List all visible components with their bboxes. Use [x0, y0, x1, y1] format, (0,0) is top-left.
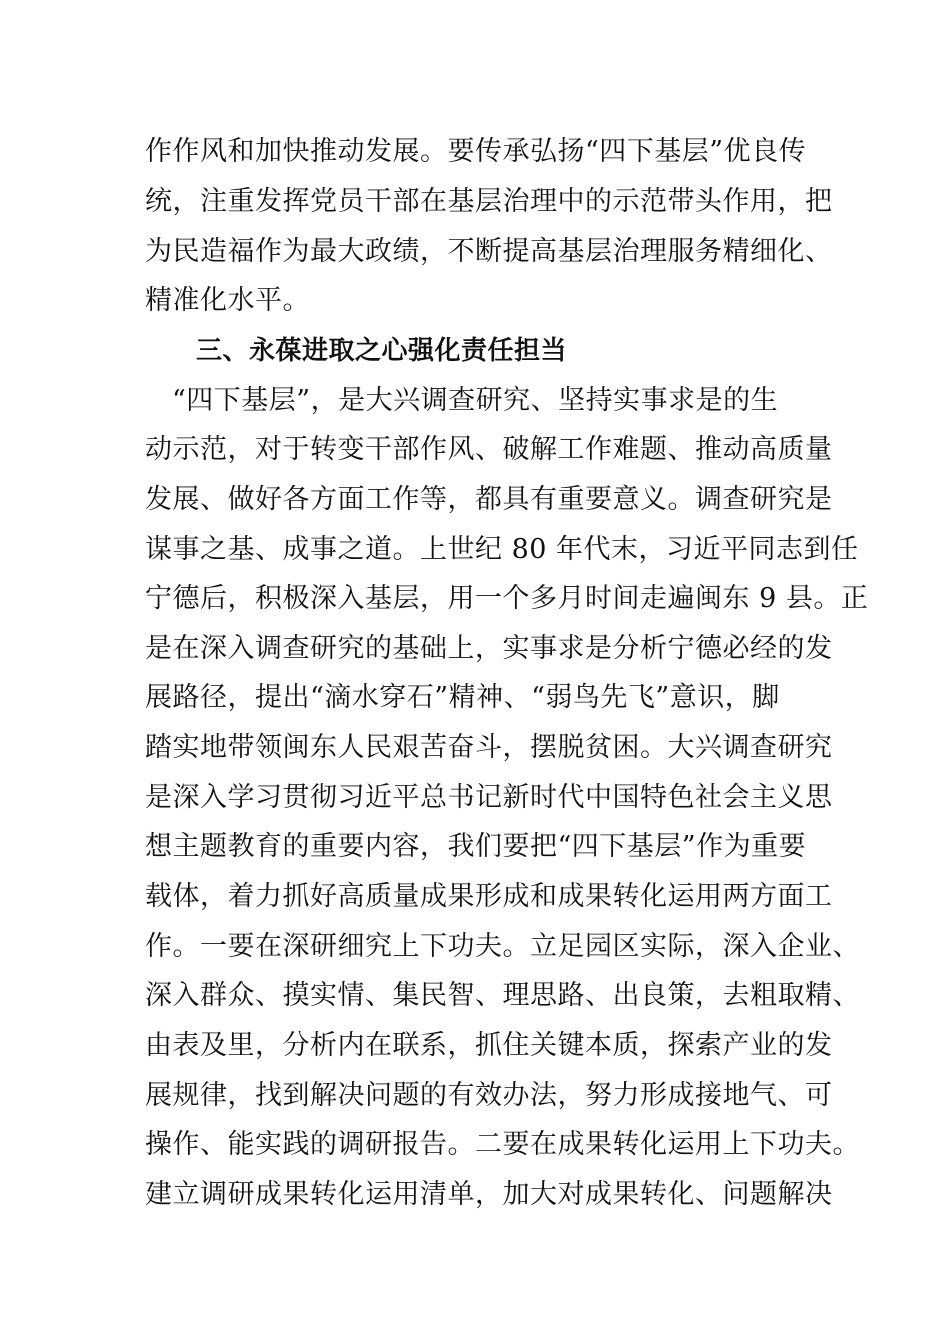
paragraph-line: 是在深入调查研究的基础上，实事求是分析宁德必经的发	[145, 633, 833, 664]
paragraph-line: 统，注重发挥党员干部在基层治理中的示范带头作用，把	[145, 186, 833, 217]
paragraph-line: 精准化水平。	[145, 285, 310, 316]
paragraph-line: 深入群众、摸实情、集民智、理思路、出良策，去粗取精、	[145, 980, 860, 1011]
paragraph-line: “四下基层”，是大兴调查研究、坚持实事求是的生	[172, 385, 779, 416]
paragraph-line: 为民造福作为最大政绩，不断提高基层治理服务精细化、	[145, 236, 833, 267]
paragraph-line: 建立调研成果转化运用清单，加大对成果转化、问题解决	[145, 1179, 833, 1210]
paragraph-line: 是深入学习贯彻习近平总书记新时代中国特色社会主义思	[145, 782, 833, 813]
paragraph-line: 踏实地带领闽东人民艰苦奋斗，摆脱贫困。大兴调查研究	[145, 732, 833, 763]
paragraph-line: 作作风和加快推动发展。要传承弘扬“四下基层”优良传	[145, 136, 807, 167]
paragraph-line: 操作、能实践的调研报告。二要在成果转化运用上下功夫。	[145, 1129, 860, 1160]
paragraph-line: 谋事之基、成事之道。上世纪 80 年代末，习近平同志到任	[145, 534, 859, 565]
paragraph-line: 发展、做好各方面工作等，都具有重要意义。调查研究是	[145, 484, 833, 515]
paragraph-line: 展规律，找到解决问题的有效办法，努力形成接地气、可	[145, 1080, 833, 1111]
paragraph-line: 想主题教育的重要内容，我们要把“四下基层”作为重要	[145, 831, 807, 862]
paragraph-line: 载体，着力抓好高质量成果形成和成果转化运用两方面工	[145, 881, 833, 912]
paragraph-line: 由表及里，分析内在联系，抓住关键本质，探索产业的发	[145, 1030, 833, 1061]
paragraph-line: 动示范，对于转变干部作风、破解工作难题、推动高质量	[145, 434, 833, 465]
paragraph-line: 宁德后，积极深入基层，用一个多月时间走遍闽东 9 县。正	[145, 583, 869, 614]
section-heading: 三、永葆进取之心强化责任担当	[196, 336, 568, 366]
paragraph-line: 作。一要在深研细究上下功夫。立足园区实际，深入企业、	[145, 931, 860, 962]
paragraph-line: 展路径，提出“滴水穿石”精神、“弱鸟先飞”意识，脚	[145, 682, 780, 713]
